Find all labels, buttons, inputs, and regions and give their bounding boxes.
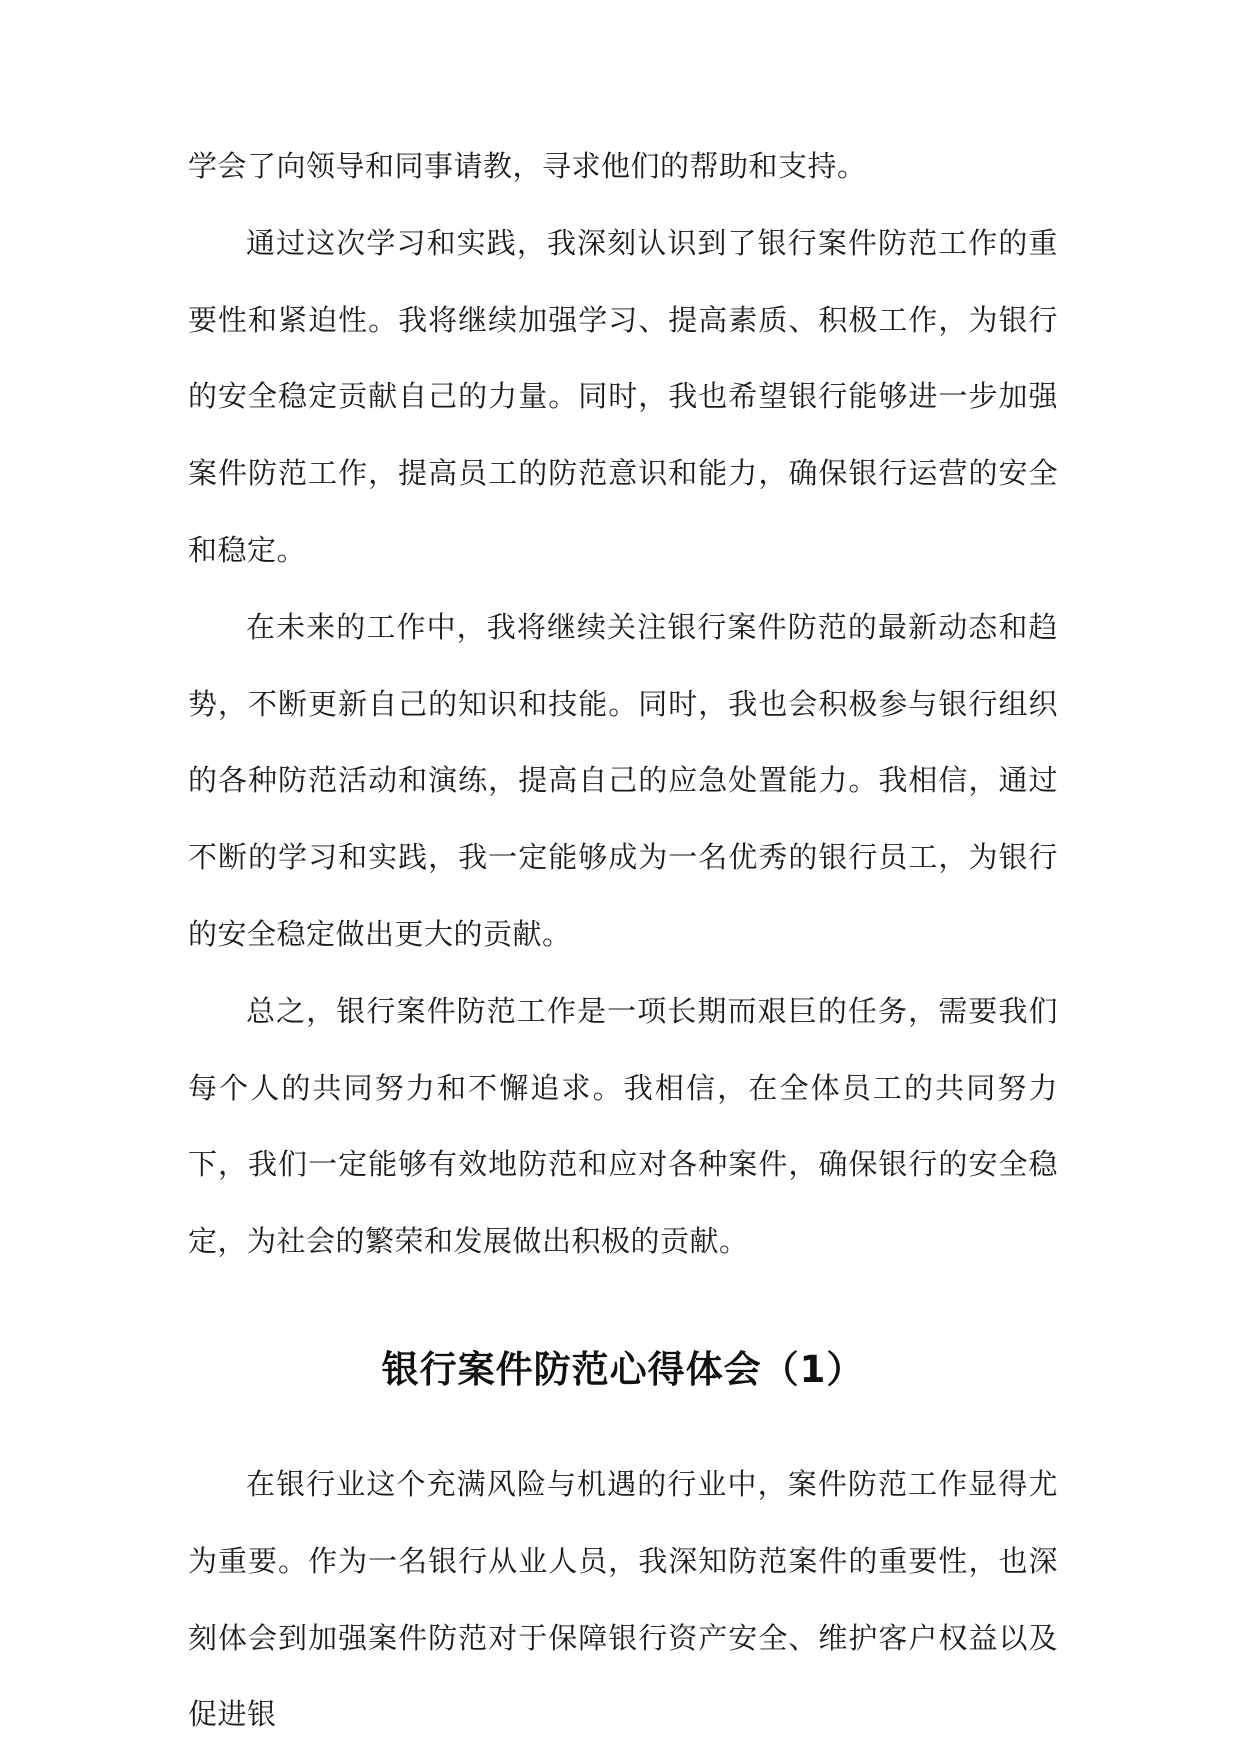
section-heading: 银行案件防范心得体会（1） [381, 1347, 865, 1391]
paragraph: 通过这次学习和实践，我深刻认识到了银行案件防范工作的重要性和紧迫性。我将继续加强学习、提高素质、积极工作，为银行的安全稳定贡献自己的力量。同时，我也希望银行能够进一步加强案件防范工作，提高员工的防范意识和能力，确保银行运营的安全和稳定。 [188, 225, 1058, 567]
paragraph: 总之，银行案件防范工作是一项长期而艰巨的任务，需要我们每个人的共同努力和不懈追求。我相信，在全体员工的共同努力下，我们一定能够有效地防范和应对各种案件，确保银行的安全稳定，为社会的繁荣和发展做出积极的贡献。 [188, 993, 1058, 1259]
paragraph: 在未来的工作中，我将继续关注银行案件防范的最新动态和趋势，不断更新自己的知识和技能。同时，我也会积极参与银行组织的各种防范活动和演练，提高自己的应急处置能力。我相信，通过不断的学习和实践，我一定能够成为一名优秀的银行员工，为银行的安全稳定做出更大的贡献。 [188, 609, 1058, 951]
paragraph-continued: 学会了向领导和同事请教，寻求他们的帮助和支持。 [188, 149, 867, 183]
document-body [188, 128, 1058, 1753]
paragraph: 在银行业这个充满风险与机遇的行业中，案件防范工作显得尤为重要。作为一名银行从业人员，我深知防范案件的重要性，也深刻体会到加强案件防范对于保障银行资产安全、维护客户权益以及促进银 [188, 1466, 1058, 1732]
